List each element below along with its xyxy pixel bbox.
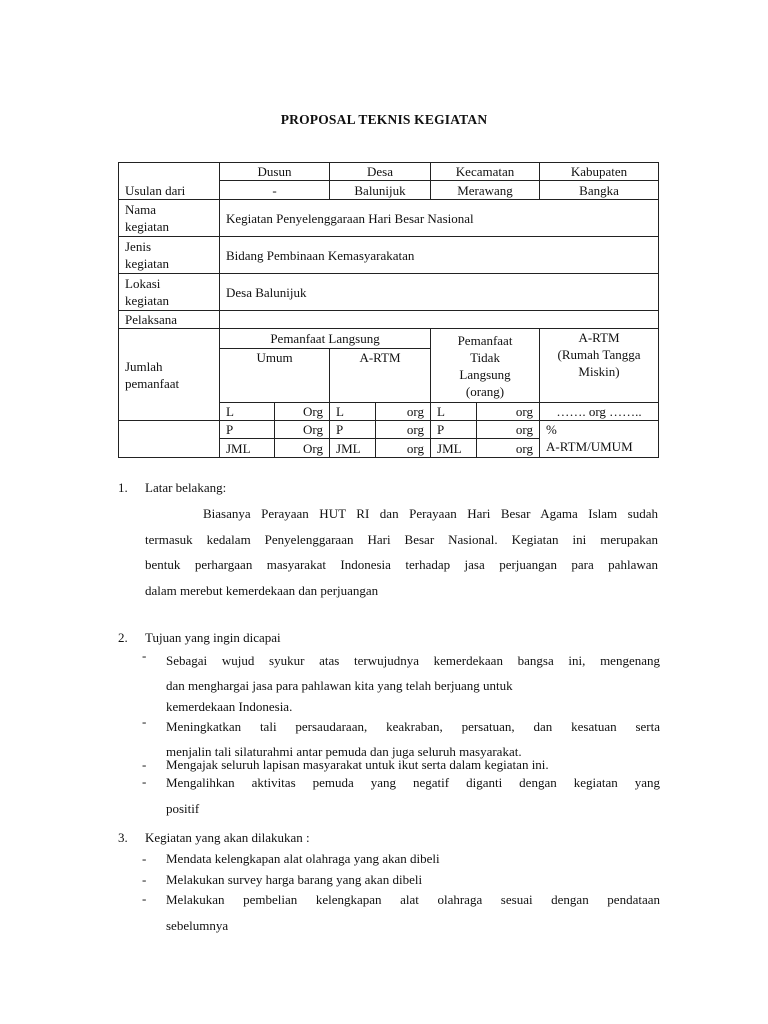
- row-p-umum-org: Org: [275, 421, 330, 439]
- section-kegiatan: 3. Kegiatan yang akan dilakukan : - Mendata kelengkapan alat olahraga yang akan dibeli - Melakukan survey harga barang yang akan dibeli - Melakukan pembelian kelengkapan alat olahraga sesuai dengan pendataan sebelumnya: [118, 830, 660, 933]
- row-l-tidak: L: [431, 403, 477, 421]
- row-jml-tidak: JML: [431, 439, 477, 458]
- col-desa: Desa: [330, 163, 431, 181]
- section-heading: Tujuan yang ingin dicapai: [145, 630, 281, 645]
- val-kecamatan: Merawang: [431, 181, 540, 200]
- proposal-table: [118, 162, 659, 458]
- val-dusun: -: [220, 181, 330, 200]
- row-p-artm: P: [330, 421, 376, 439]
- row-p-tidak-org: org: [477, 421, 540, 439]
- jumlah-label: Jumlah pemanfaat: [119, 329, 220, 421]
- row-jml-tidak-org: org: [477, 439, 540, 458]
- pelaksana-value: [220, 311, 659, 329]
- row-l-tidak-org: org: [477, 403, 540, 421]
- section-tujuan: 2. Tujuan yang ingin dicapai - Sebagai wujud syukur atas terwujudnya kemerdekaan bangsa ini, mengenang dan menghargai jasa para pahlawan kita yang telah berjuang untuk kemerdekaan Indonesia. - Meningkatkan tali persaudaraan, keakraban, persatuan, dan kesatuan serta menjalin tali silaturahmi antar pemuda dan juga seluruh masyarakat. - Mengajak seluruh lapisan masyarakat untuk ikut serta dalam kegiatan ini. - Mengalihkan aktivitas pemuda yang negatif diganti dengan kegiatan yang positif: [118, 630, 660, 816]
- row-p-artm-org: org: [376, 421, 431, 439]
- row-jml-artm-org: org: [376, 439, 431, 458]
- artm-sub-header: A-RTM: [330, 349, 431, 403]
- section-paragraph: Biasanya Perayaan HUT RI dan Perayaan Hari Besar Agama Islam sudah termasuk kedalam Penyelenggaraan Hari Besar Nasional. Kegiatan ini merupakan bentuk perhargaan masyarakat Indonesia terhadap jasa perjuangan para pahlawan dalam merebut kemerdekaan dan perjuangan: [145, 506, 658, 598]
- section-heading: Kegiatan yang akan dilakukan :: [145, 830, 310, 845]
- val-kabupaten: Bangka: [540, 181, 659, 200]
- section-number: 1.: [118, 480, 128, 495]
- row-jml-artm: JML: [330, 439, 376, 458]
- section-heading: Latar belakang:: [145, 480, 227, 495]
- artm-ratio: % A-RTM/UMUM: [540, 421, 659, 458]
- row-l-artm-org: org: [376, 403, 431, 421]
- col-dusun: Dusun: [220, 163, 330, 181]
- usulan-label: Usulan dari: [119, 163, 220, 200]
- lokasi-value: Desa Balunijuk: [220, 274, 659, 311]
- row-p-tidak: P: [431, 421, 477, 439]
- section-number: 3.: [118, 830, 128, 845]
- row-l-umum-org: Org: [275, 403, 330, 421]
- section-number: 2.: [118, 630, 128, 645]
- artm-dots: ……. org ……..: [540, 403, 659, 421]
- nama-value: Kegiatan Penyelenggaraan Hari Besar Nasional: [220, 200, 659, 237]
- row-l-artm: L: [330, 403, 376, 421]
- row-jml-umum-org: Org: [275, 439, 330, 458]
- artm-header: A-RTM (Rumah Tangga Miskin): [540, 329, 659, 403]
- nama-label: Nama kegiatan: [119, 200, 220, 237]
- section-latar-belakang: [118, 480, 660, 610]
- row-l-umum: L: [220, 403, 275, 421]
- jenis-value: Bidang Pembinaan Kemasyarakatan: [220, 237, 659, 274]
- row-p-umum: P: [220, 421, 275, 439]
- val-desa: Balunijuk: [330, 181, 431, 200]
- page-title: PROPOSAL TEKNIS KEGIATAN: [280, 112, 488, 127]
- row-jml-umum: JML: [220, 439, 275, 458]
- pemanfaat-langsung-header: Pemanfaat Langsung: [220, 329, 431, 349]
- jenis-label: Jenis kegiatan: [119, 237, 220, 274]
- lokasi-label: Lokasi kegiatan: [119, 274, 220, 311]
- pelaksana-label: Pelaksana: [119, 311, 220, 329]
- col-kecamatan: Kecamatan: [431, 163, 540, 181]
- umum-header: Umum: [220, 349, 330, 403]
- col-kabupaten: Kabupaten: [540, 163, 659, 181]
- pemanfaat-tidak-langsung-header: Pemanfaat Tidak Langsung (orang): [431, 329, 540, 403]
